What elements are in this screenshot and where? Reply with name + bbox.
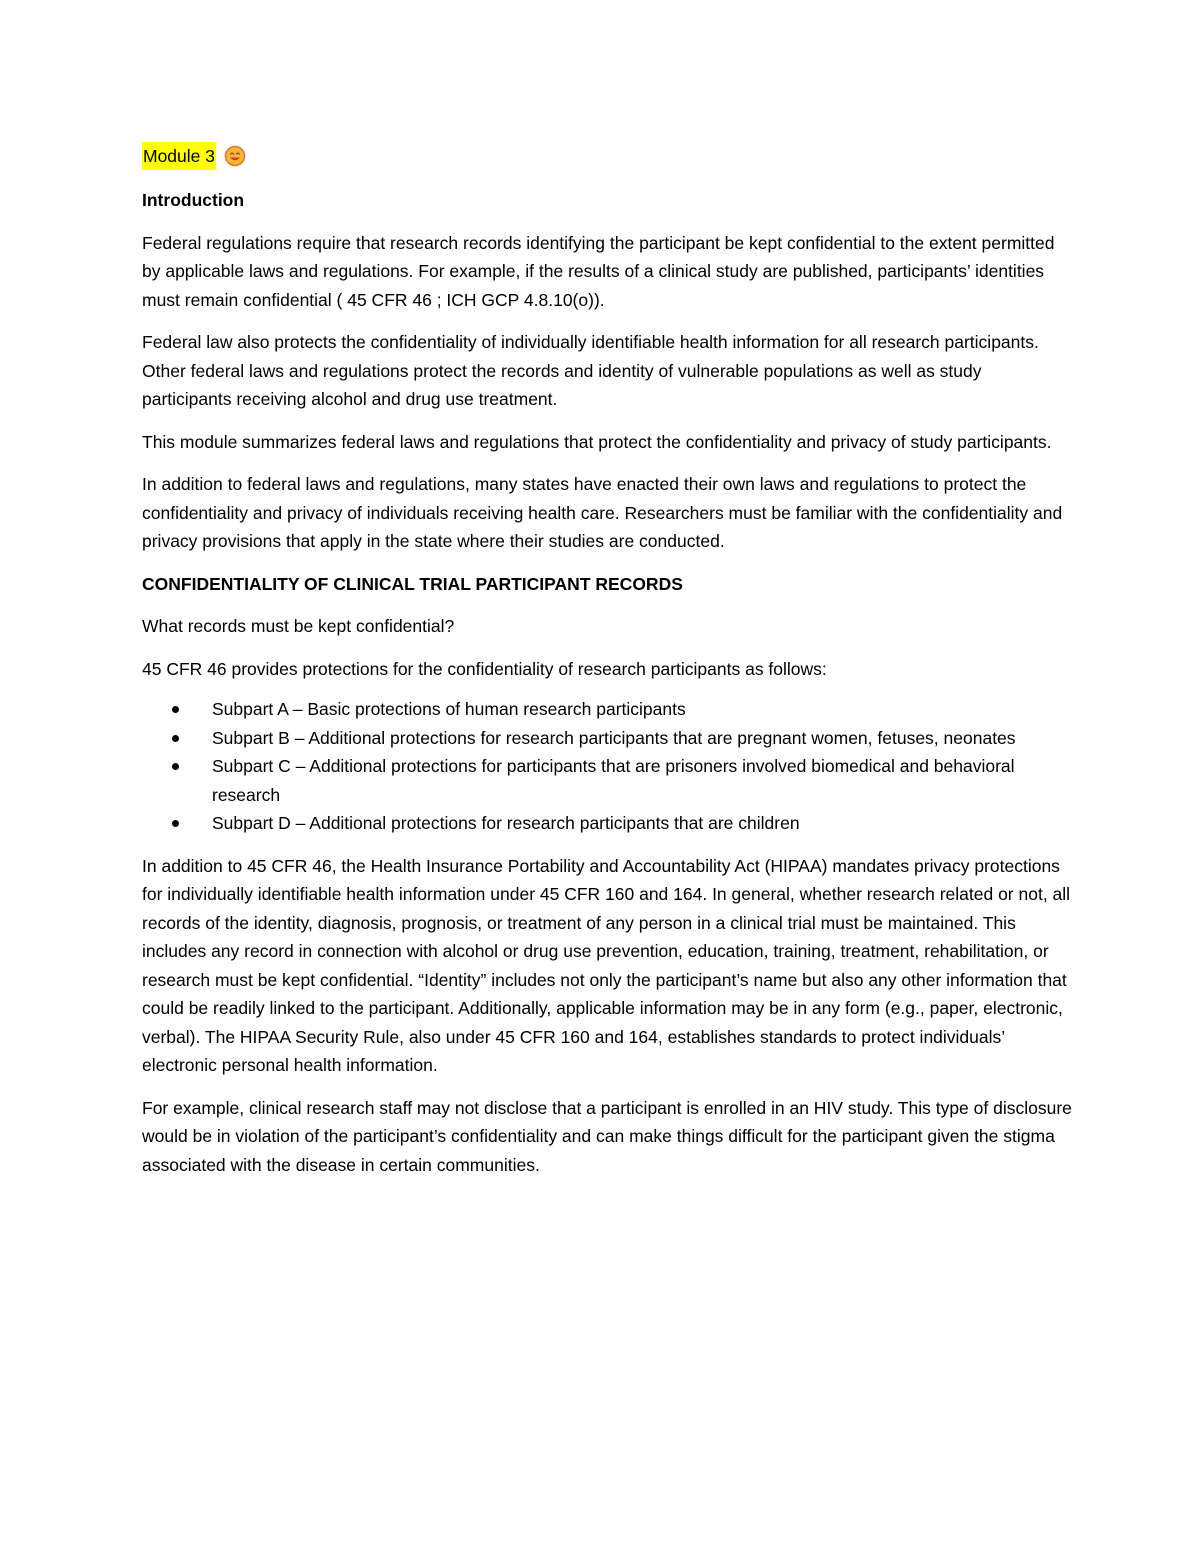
bullet-icon [172,820,179,827]
question-text: What records must be kept confidential? [142,616,455,636]
intro-paragraph-2: Federal law also protects the confidentiality of individually identifiable health information for all research participants. Other federal laws and regulations protect the records and identity of vulnerable populations as well as study participants receiving alcohol and drug use treatment. [142,332,1039,409]
example-paragraph: For example, clinical research staff may not disclose that a participant is enrolled in an HIV study. This type of disclosure would be in violation of the participant’s confidentiality and can make things difficult for the participant given the stigma associated with the disease in certain communities. [142,1097,1072,1175]
list-item-text: Subpart B – Additional protections for research participants that are pregnant women, fetuses, neonates [212,727,1016,748]
module-title-line [142,140,1072,172]
intro-heading: Introduction [142,190,245,210]
list-item [212,724,1072,753]
list-item [212,695,1072,724]
intro-paragraph-4: In addition to federal laws and regulations, many states have enacted their own laws and regulations to protect the confidentiality and privacy of individuals receiving health care. Researchers must be familiar with the confidentiality and privacy provisions that apply in the state where their studies are conducted. [142,474,1063,551]
list-item-text: Subpart D – Additional protections for research participants that are children [212,813,800,833]
bullet-icon [172,706,179,713]
list-item [212,752,1072,809]
bullet-icon [172,735,179,742]
intro-paragraph-1: Federal regulations require that research records identifying the participant be kept confidential to the extent permitted by applicable laws and regulations. For example, if the results of a clinical study are published, participants’ identities must remain confidential ( 45 CFR 46 ; ICH GCP 4.8.10(o)). [142,232,1055,310]
document-page [142,140,1072,1193]
list-item-text: Subpart A – Basic protections of human research participants [212,699,686,719]
module-label: Module 3 [142,142,216,171]
intro-paragraph-3: This module summarizes federal laws and regulations that protect the confidentiality and privacy of study participants. [142,431,1052,452]
list-intro: 45 CFR 46 provides protections for the confidentiality of research participants as follows: [142,658,827,679]
hipaa-paragraph: In addition to 45 CFR 46, the Health Insurance Portability and Accountability Act (HIPAA) mandates privacy protections for individually identifiable health information under 45 CFR 160 and 164. In general, whether research related or not, all records of the identity, diagnosis, prognosis, or treatment of any person in a clinical trial must be maintained. This includes any record in connection with alcohol or drug use prevention, education, training, treatment, rehabilitation, or research must be kept confidential. “Identity” includes not only the participant’s name but also any other information that could be readily linked to the participant. Additionally, applicable information may be in any form (e.g., paper, electronic, verbal). The HIPAA Security Rule, also under 45 CFR 160 and 164, establishes standards to protect individuals’ electronic personal health information. [142,855,1071,1075]
list-item-text: Subpart C – Additional protections for participants that are prisoners involved biomedical and behavioral research [212,756,1015,805]
list-item [212,809,1072,838]
bullet-icon [172,763,179,770]
subpart-list [142,695,1072,838]
smiling-face-icon [224,145,246,167]
section-heading: CONFIDENTIALITY OF CLINICAL TRIAL PARTICIPANT RECORDS [142,573,683,594]
